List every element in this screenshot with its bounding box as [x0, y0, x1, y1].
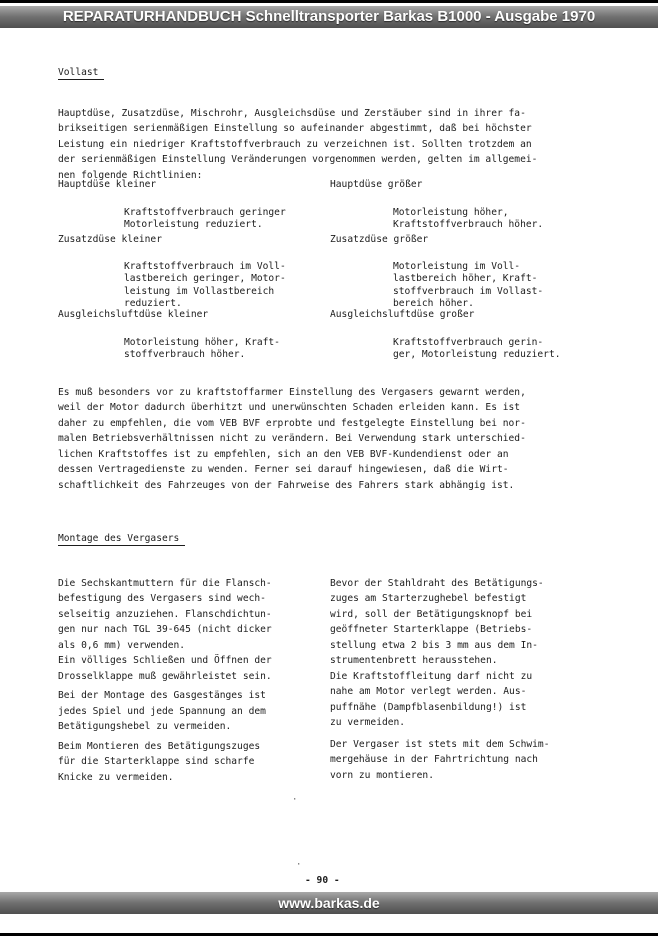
text-line: jedes Spiel und jede Spannung an dem	[58, 705, 266, 717]
top-edge	[0, 0, 658, 3]
text-line: mergehäuse in der Fahrtrichtung nach	[330, 754, 538, 765]
text-line: Bevor der Stahldraht des Betätigungs-	[330, 577, 544, 589]
text-line: gen nur nach TGL 39-645 (nicht dicker	[58, 624, 272, 635]
text-line: Kraftstoffverbrauch höher.	[393, 219, 544, 230]
text-line: weil der Motor dadurch überhitzt und unerwünschten Schaden erleiden kann. Es ist	[58, 402, 521, 413]
text-line: Motorleistung höher, Kraft-	[124, 336, 280, 348]
text-line: Kraftstoffverbrauch geringer	[124, 206, 286, 218]
section-heading-vollast: Vollast	[58, 67, 99, 78]
footer-banner	[0, 892, 658, 914]
scan-speck: ·	[292, 795, 298, 805]
text-line: nahe am Motor verlegt werden. Aus-	[330, 686, 527, 697]
text-line: Motorleistung höher,	[393, 206, 509, 218]
footer-website-link[interactable]: www.barkas.de	[278, 895, 380, 911]
text-line: schaftlichkeit des Fahrzeuges von der Fahrweise des Fahrers stark abhängig ist.	[58, 479, 515, 491]
text-line: Motorleistung reduziert.	[124, 219, 263, 230]
rule-right-title: Zusatzdüse größer	[330, 234, 429, 245]
text-line: befestigung des Vergasers sind wech-	[58, 593, 266, 604]
page-number: - 90 -	[305, 875, 340, 886]
rule-left-title: Ausgleichsluftdüse kleiner	[58, 309, 209, 320]
text-line: ger, Motorleistung reduziert.	[393, 349, 561, 360]
text-line: daher zu empfehlen, die vom VEB BVF erprobte und festgelegte Einstellung bei nor-	[58, 417, 526, 429]
text-line: für die Starterklappe sind scharfe	[58, 756, 255, 767]
text-line: leistung im Vollastbereich	[124, 285, 275, 297]
text-line: Die Sechskantmuttern für die Flansch-	[58, 577, 272, 589]
text-line: stoffverbrauch höher.	[124, 349, 246, 360]
section-heading-montage: Montage des Vergasers	[58, 533, 180, 544]
rule-left-title: Hauptdüse kleiner	[58, 179, 157, 190]
text-line: zuges am Starterzughebel befestigt	[330, 593, 527, 604]
text-line: stoffverbrauch im Vollast-	[393, 285, 544, 297]
text-line: Betätigungshebel zu vermeiden.	[58, 721, 232, 732]
text-line: lastbereich geringer, Motor-	[124, 273, 286, 284]
text-line: puffnähe (Dampfblasenbildung!) ist	[330, 701, 527, 713]
text-line: Hauptdüse, Zusatzdüse, Mischrohr, Ausgleichsdüse und Zerstäuber sind in ihrer fa-	[58, 107, 526, 119]
rule-right-title: Hauptdüse größer	[330, 179, 423, 190]
text-line: Der Vergaser ist stets mit dem Schwim-	[330, 738, 550, 750]
vollast-warning-paragraph	[58, 369, 526, 509]
header-banner	[0, 6, 658, 28]
heading-underline	[58, 79, 104, 80]
text-line: wird, soll der Betätigungsknopf bei	[330, 608, 533, 620]
montage-left-column	[58, 560, 272, 801]
rule-left-title: Zusatzdüse kleiner	[58, 234, 162, 245]
montage-right-column	[330, 560, 550, 799]
rule-left-effect	[124, 324, 280, 374]
text-line: selseitig anzuziehen. Flanschdichtun-	[58, 608, 272, 620]
text-line: Knicke zu vermeiden.	[58, 771, 174, 783]
header-title: REPARATURHANDBUCH Schnelltransporter Barkas B1000 - Ausgabe 1970	[62, 8, 596, 25]
text-line: zu vermeiden.	[330, 717, 406, 728]
text-line: malen Betriebsverhältnissen nicht zu verändern. Bei Verwendung stark unterschied-	[58, 433, 526, 444]
text-line: Bei der Montage des Gasgestänges ist	[58, 690, 266, 701]
text-line: Die Kraftstoffleitung darf nicht zu	[330, 670, 533, 682]
heading-underline	[58, 545, 185, 546]
text-line: als 0,6 mm) verwenden.	[58, 639, 186, 651]
text-line: Kraftstoffverbrauch im Voll-	[124, 260, 286, 272]
text-line: Drosselklappe muß gewährleistet sein.	[58, 670, 272, 682]
text-line: Leistung ein niedriger Kraftstoffverbrauch zu verzeichnen ist. Sollten trotzdem an	[58, 138, 532, 150]
text-line: vorn zu montieren.	[330, 769, 434, 781]
text-line: lichen Kraftstoffes ist zu empfehlen, sich an den VEB BVF-Kundendienst oder an	[58, 448, 509, 460]
text-line: reduziert.	[124, 298, 182, 309]
text-line: Motorleistung im Voll-	[393, 260, 521, 272]
rule-right-effect	[393, 324, 561, 374]
text-line: bereich höher.	[393, 298, 474, 309]
text-line: geöffneter Starterklappe (Betriebs-	[330, 624, 533, 635]
text-line: Kraftstoffverbrauch gerin-	[393, 336, 544, 348]
text-line: lastbereich höher, Kraft-	[393, 273, 538, 284]
text-line: Ein völliges Schließen und Öffnen der	[58, 655, 272, 666]
text-line: Beim Montieren des Betätigungszuges	[58, 740, 261, 752]
text-line: strumentenbrett herausstehen.	[330, 655, 498, 666]
text-line: Es muß besonders vor zu kraftstoffarmer Einstellung des Vergasers gewarnt werden,	[58, 386, 526, 398]
text-line: brikseitigen serienmäßigen Einstellung so aufeinander abgestimmt, daß bei höchster	[58, 123, 532, 134]
text-line: nen folgende Richtlinien:	[58, 169, 203, 181]
scan-speck: ·	[296, 860, 302, 870]
rule-right-title: Ausgleichsluftdüse großer	[330, 309, 475, 320]
text-line: der serienmäßigen Einstellung Veränderungen vorgenommen werden, gelten im allgemei-	[58, 154, 538, 165]
text-line: stellung etwa 2 bis 3 mm aus dem In-	[330, 639, 538, 651]
text-line: dessen Vertragedienste zu wenden. Ferner sei darauf hingewiesen, daß die Wirt-	[58, 464, 509, 475]
